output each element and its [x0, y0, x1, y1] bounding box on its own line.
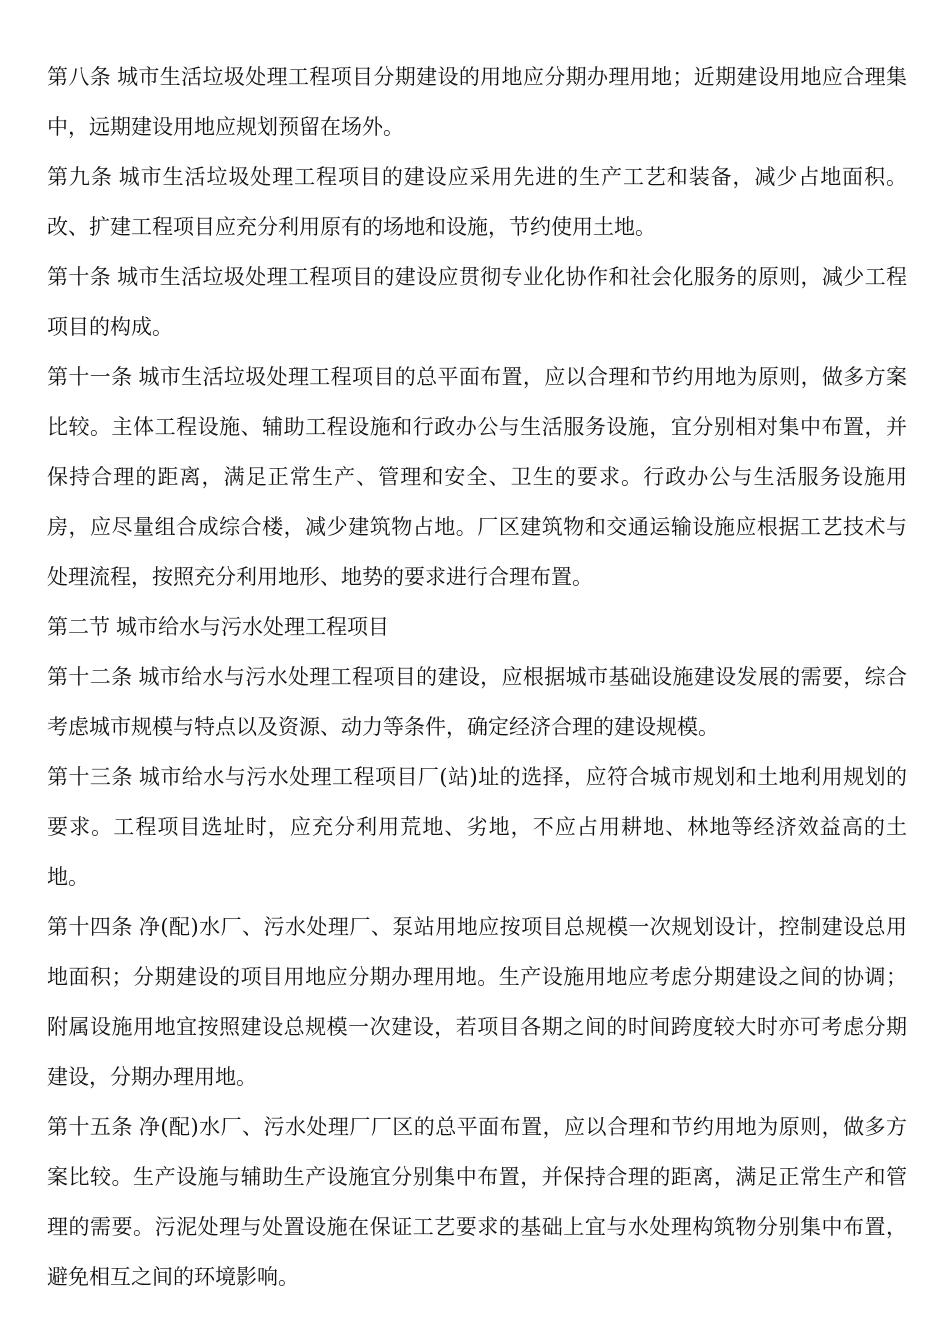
article-text: 城市生活垃圾处理工程项目的总平面布置，应以合理和节约用地为原则，做多方案比较。主体工程设施、辅助工程设施和行政办公与生活服务设施，宜分别相对集中布置，并保持合理的距离，满足正常生产、管理和安全、卫生的要求。行政办公与生活服务设施用房，应尽量组合成综合楼，减少建筑物占地。厂区建筑物和交通运输设施应根据工艺技术与处理流程，按照充分利用地形、地势的要求进行合理布置。 — [47, 365, 907, 589]
article-13 — [47, 752, 907, 902]
article-label: 第八条 — [47, 65, 112, 89]
article-10 — [47, 252, 907, 352]
article-text: 净(配)水厂、污水处理厂厂区的总平面布置，应以合理和节约用地为原则，做多方案比较。生产设施与辅助生产设施宜分别集中布置，并保持合理的距离，满足正常生产和管理的需要。污泥处理与处置设施在保证工艺要求的基础上宜与水处理构筑物分别集中布置，避免相互之间的环境影响。 — [47, 1115, 908, 1289]
article-text: 净(配)水厂、污水处理厂、泵站用地应按项目总规模一次规划设计，控制建设总用地面积；分期建设的项目用地应分期办理用地。生产设施用地应考虑分期建设之间的协调；附属设施用地宜按照建设总规模一次建设，若项目各期之间的时间跨度较大时亦可考虑分期建设，分期办理用地。 — [47, 915, 908, 1089]
article-14 — [47, 902, 907, 1102]
section-label: 第二节 — [47, 615, 110, 639]
article-12 — [47, 652, 907, 752]
article-text: 城市给水与污水处理工程项目厂(站)址的选择，应符合城市规划和土地利用规划的要求。工程项目选址时，应充分利用荒地、劣地，不应占用耕地、林地等经济效益高的土地。 — [47, 765, 908, 889]
article-8 — [47, 52, 907, 152]
article-label: 第十四条 — [47, 915, 133, 939]
article-text: 城市生活垃圾处理工程项目分期建设的用地应分期办理用地；近期建设用地应合理集中，远期建设用地应规划预留在场外。 — [47, 65, 907, 139]
article-label: 第十五条 — [47, 1115, 133, 1139]
section-heading — [47, 602, 907, 652]
article-text: 城市生活垃圾处理工程项目的建设应贯彻专业化协作和社会化服务的原则，减少工程项目的构成。 — [47, 265, 907, 339]
article-label: 第十条 — [47, 265, 112, 289]
article-label: 第十二条 — [47, 665, 133, 689]
article-text: 城市生活垃圾处理工程项目的建设应采用先进的生产工艺和装备，减少占地面积。改、扩建工程项目应充分利用原有的场地和设施，节约使用土地。 — [47, 165, 907, 239]
section-title: 城市给水与污水处理工程项目 — [116, 615, 389, 639]
article-15 — [47, 1102, 907, 1302]
article-label: 第九条 — [47, 165, 113, 189]
article-text: 城市给水与污水处理工程项目的建设，应根据城市基础设施建设发展的需要，综合考虑城市规模与特点以及资源、动力等条件，确定经济合理的建设规模。 — [47, 665, 907, 739]
article-9 — [47, 152, 907, 252]
article-label: 第十一条 — [47, 365, 133, 389]
document-body — [47, 52, 907, 1302]
article-11 — [47, 352, 907, 602]
article-label: 第十三条 — [47, 765, 133, 789]
